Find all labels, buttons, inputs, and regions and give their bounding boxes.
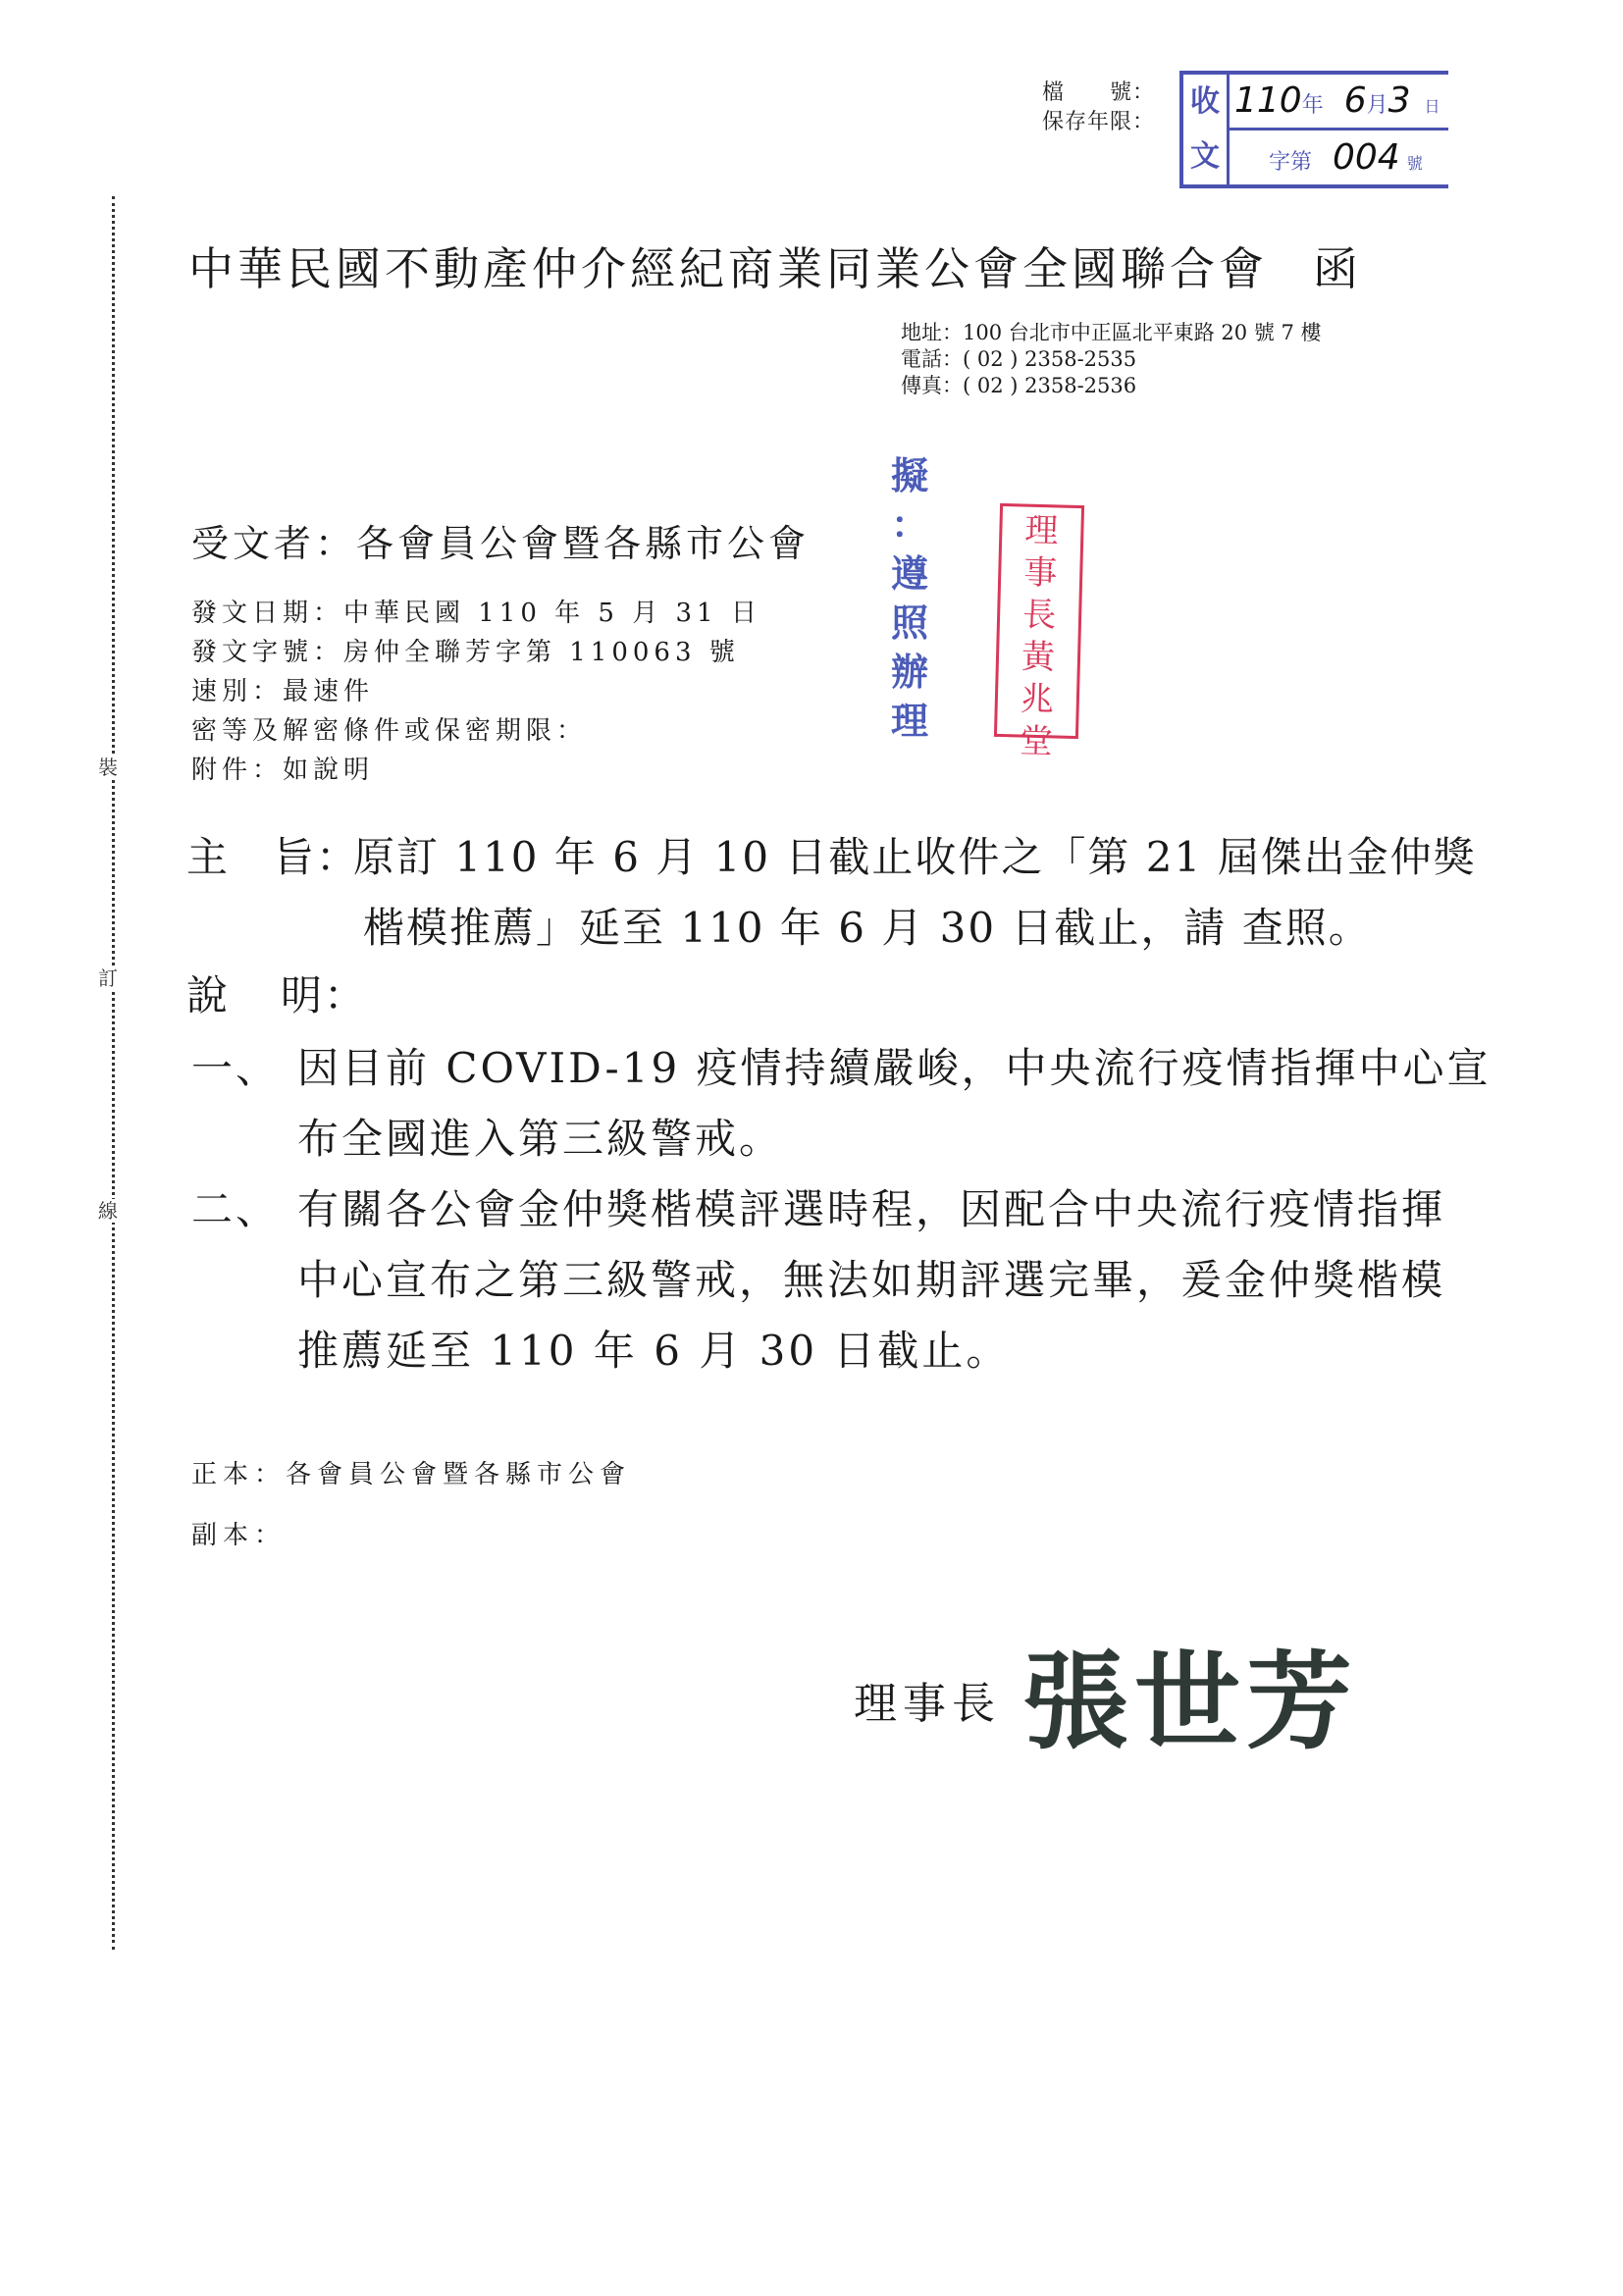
receipt-ref-unit: 號 — [1406, 154, 1423, 173]
approval-char: 辦 — [890, 650, 928, 694]
retention-label: 保存年限： — [1042, 110, 1156, 134]
file-info — [1042, 78, 1155, 137]
document-title — [188, 234, 1362, 298]
chairman-seal — [994, 503, 1084, 762]
receipt-stamp — [1179, 71, 1448, 188]
receipt-stamp-char-top: 收 — [1190, 84, 1220, 119]
seal-char: 長 — [1021, 595, 1057, 636]
subject-line-2: 楷模推薦」延至 110 年 6 月 30 日截止，請 查照。 — [363, 904, 1372, 952]
signature-name: 張世芳 — [1022, 1642, 1359, 1764]
approval-char: 照 — [890, 600, 928, 645]
item-line: 推薦延至 110 年 6 月 30 日截止。 — [297, 1327, 1011, 1375]
item-number: 二、 — [191, 1185, 281, 1233]
receipt-day-handwritten: 3 — [1387, 80, 1411, 121]
seal-char: 黃 — [1021, 637, 1056, 678]
receipt-day-unit: 日 — [1424, 97, 1440, 116]
contact-block — [901, 320, 1322, 399]
explanation-label-2: 明： — [281, 971, 368, 1019]
receipt-stamp-divider — [1230, 128, 1448, 130]
approval-stamp — [885, 451, 934, 746]
seal-char: 理 — [1023, 510, 1059, 551]
receipt-stamp-label — [1183, 75, 1230, 184]
doc-type: 函 — [1313, 242, 1362, 295]
approval-char: ： — [890, 502, 928, 547]
receipt-ref — [1234, 137, 1423, 178]
approval-char: 遵 — [890, 551, 928, 596]
receipt-ref-handwritten: 004 — [1332, 137, 1400, 178]
receipt-date — [1234, 80, 1440, 121]
file-no-label: 檔 號： — [1042, 80, 1156, 105]
receipt-year-handwritten: 110 — [1234, 80, 1302, 121]
item-number: 一、 — [191, 1044, 281, 1092]
meta-attachment: 附件：如說明 — [191, 756, 375, 785]
item-line: 因目前 COVID-19 疫情持續嚴峻，中央流行疫情指揮中心宣 — [297, 1044, 1492, 1092]
recipient: 受文者：各會員公會暨各縣市公會 — [191, 522, 811, 565]
contact-phone: 電話：( 02 ) 2358-2535 — [901, 347, 1137, 371]
org-name: 中華民國不動產仲介經紀商業同業公會全國聯合會 — [188, 242, 1268, 295]
document-meta — [191, 594, 761, 790]
explanation-item-1 — [191, 1033, 1492, 1174]
receipt-month-unit: 月 — [1366, 93, 1388, 118]
approval-char: 擬 — [890, 453, 928, 497]
subject-label: 主 旨： — [186, 833, 360, 881]
item-line: 中心宣布之第三級警戒，無法如期評選完畢，爰金仲獎楷模 — [297, 1256, 1446, 1304]
contact-fax: 傳真：( 02 ) 2358-2536 — [901, 374, 1137, 397]
meta-date: 發文日期：中華民國 110 年 5 月 31 日 — [191, 599, 761, 628]
binding-dotted-line — [112, 196, 115, 1950]
distribution-original: 正本：各會員公會暨各縣市公會 — [191, 1460, 632, 1489]
receipt-month-handwritten: 6 — [1343, 80, 1367, 121]
meta-speed: 速別：最速件 — [191, 677, 375, 706]
approval-char: 理 — [890, 699, 928, 743]
item-line: 布全國進入第三級警戒。 — [297, 1115, 784, 1163]
binding-label-ding: 訂 — [98, 966, 118, 990]
receipt-year-unit: 年 — [1301, 93, 1324, 118]
subject-line-1: 原訂 110 年 6 月 10 日截止收件之「第 21 屆傑出金仲獎 — [353, 833, 1477, 881]
receipt-stamp-char-bottom: 文 — [1190, 139, 1220, 174]
distribution — [191, 1444, 631, 1566]
meta-ref-no: 發文字號：房仲全聯芳字第 110063 號 — [191, 638, 740, 667]
seal-char: 事 — [1022, 552, 1058, 594]
receipt-ref-prefix: 字第 — [1268, 150, 1312, 175]
signature-title: 理事長 — [854, 1679, 1001, 1729]
explanation-label-1: 說 — [186, 971, 231, 1019]
explanation-label — [186, 964, 367, 1022]
seal-char: 堂 — [1019, 721, 1054, 762]
binding-label-xian: 線 — [98, 1199, 118, 1223]
distribution-copy: 副本： — [191, 1521, 287, 1550]
seal-char: 兆 — [1020, 679, 1055, 720]
binding-label-zhuang: 裝 — [98, 756, 118, 779]
explanation-items — [191, 1033, 1492, 1386]
contact-address: 地址：100 台北市中正區北平東路 20 號 7 樓 — [901, 321, 1322, 344]
subject — [186, 822, 1477, 964]
item-line: 有關各公會金仲獎楷模評選時程，因配合中央流行疫情指揮 — [297, 1185, 1446, 1233]
meta-secrecy: 密等及解密條件或保密期限： — [191, 716, 588, 746]
explanation-item-2 — [191, 1174, 1492, 1386]
